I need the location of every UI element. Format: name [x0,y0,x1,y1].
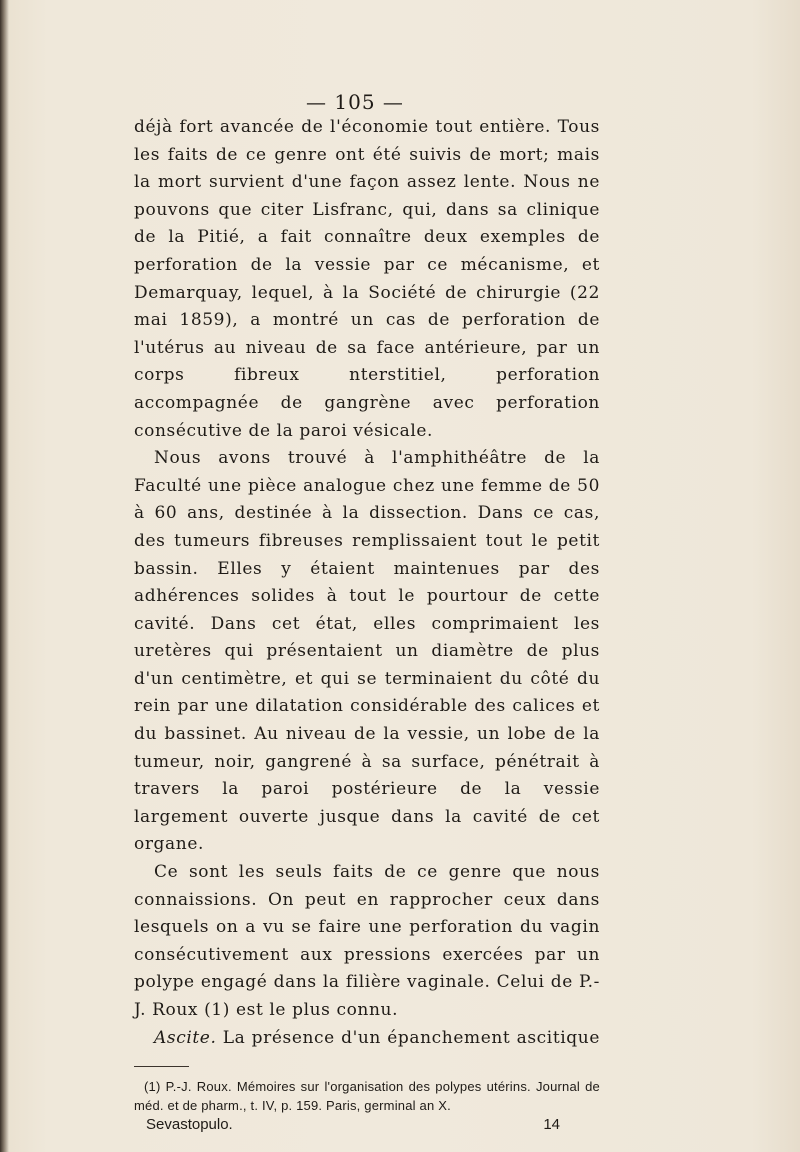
footnote: (1) P.-J. Roux. Mémoires sur l'organisation des polypes utérins. Journal de méd. et de pharm., t. IV, p. 159. Paris, germinal an X. [134,1079,600,1114]
sheet-number: 14 [543,1116,560,1134]
page-number: — 105 — [306,90,404,114]
section-heading-ascite: Ascite. [154,1027,217,1048]
footnote-rule [134,1066,189,1067]
paragraph-2: Nous avons trouvé à l'amphithéâtre de la Faculté une pièce analogue chez une femme de 50 à 60 ans, destinée à la dissection. Dans ce cas, des tumeurs fibreuses remplissaient tout le petit bassin. Elles y étaient maintenues par des adhérences solides à tout le pourtour de cette cavité. Dans cet état, elles comprimaient les uretères qui présentaient un diamètre de plus d'un centimètre, et qui se terminaient du côté du rein par une dilatation considérable des calices et du bassinet. Au niveau de la vessie, un lobe de la tumeur, noir, gangrené à sa surface, pénétrait à travers la paroi postérieure de la vessie largement ouverte jusque dans la cavité de cet organe. [134,448,600,855]
book-spine-shadow [0,0,9,1152]
paragraph-ascite [134,1025,600,1053]
paragraph-3: Ce sont les seuls faits de ce genre que nous connaissions. On peut en rapprocher ceux dans lesquels on a vu se faire une perforation du vagin consécutivement aux pressions exercées par un polype engagé dans la filière vaginale. Celui de P.-J. Roux (1) est le plus connu. [134,862,600,1020]
signature-row [134,1115,600,1135]
paragraph-1: déjà fort avancée de l'économie tout entière. Tous les faits de ce genre ont été suivis de mort; mais la mort survient d'une façon assez lente. Nous ne pouvons que citer Lisfranc, qui, dans sa clinique de la Pitié, a fait connaître deux exemples de perforation de la vessie par ce mécanisme, et Demarquay, lequel, à la Société de chirurgie (22 mai 1859), a montré un cas de perforation de l'utérus au niveau de sa face antérieure, par un corps fibreux nterstitiel, perforation accompagnée de gangrène avec perforation consécutive de la paroi vésicale. [134,117,600,441]
paragraph-ascite-text: La présence d'un épanchement ascitique [222,1027,600,1048]
body-text [134,114,600,1135]
signature-name: Sevastopulo. [146,1116,233,1134]
